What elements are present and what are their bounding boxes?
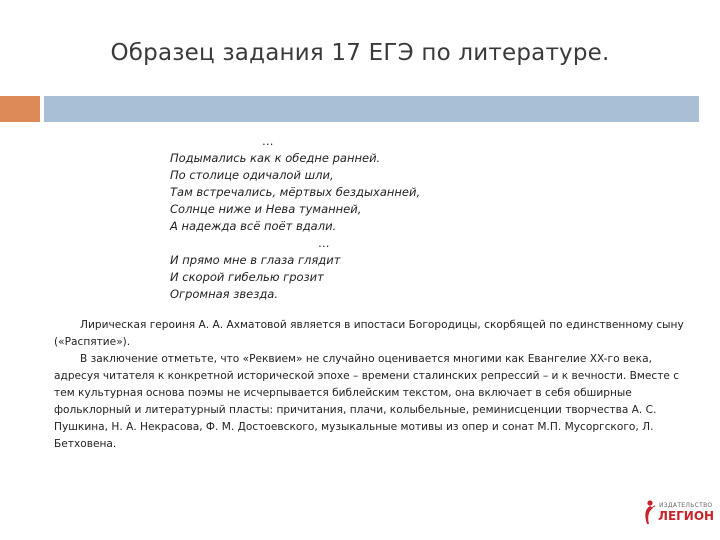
poem-line: Огромная звезда. (170, 287, 278, 301)
slide-title: Образец задания 17 ЕГЭ по литературе. (110, 40, 610, 66)
publisher-logo (642, 497, 714, 531)
legion-logo-icon (642, 499, 656, 525)
poem-excerpt (170, 133, 590, 303)
poem-ellipsis: … (262, 134, 274, 148)
poem-line: Подымались как к обедне ранней. (170, 151, 381, 165)
poem-line: Там встречались, мёртвых бездыханней, (170, 185, 421, 199)
accent-bar-blue (44, 96, 699, 122)
poem-line: По столице одичалой шли, (170, 168, 334, 182)
poem-line: Солнце ниже и Нева туманней, (170, 202, 362, 216)
poem-line: И скорой гибелью грозит (170, 270, 324, 284)
poem-ellipsis: … (318, 236, 330, 250)
logo-subtitle: ИЗДАТЕЛЬСТВО (659, 502, 713, 509)
logo-title: ЛЕГИОН (658, 509, 715, 523)
accent-bar-orange (0, 96, 40, 122)
poem-line: А надежда всё поёт вдали. (170, 219, 337, 233)
poem-line: И прямо мне в глаза глядит (170, 253, 341, 267)
paragraph: В заключение отметьте, что «Реквием» не случайно оценивается многими как Евангелие XX-го века, адресуя читателя к конкретной исторической эпохе – времени сталинских репрессий – и к вечности. Вместе с тем культурная основа поэмы не исчерпывается библейским текстом, она включает в себя обширные фольклорный и литературный пласты: причитания, плачи, колыбельные, реминисценции творчества А. С. Пушкина, Н. А. Некрасова, Ф. М. Достоевского, музыкальные мотивы из опер и сонат М.П. Мусоргского, Л. Бетховена. (54, 353, 680, 450)
body-text (54, 317, 694, 453)
paragraph: Лирическая героиня А. А. Ахматовой является в ипостаси Богородицы, скорбящей по единственному сыну («Распятие»). (54, 319, 684, 348)
